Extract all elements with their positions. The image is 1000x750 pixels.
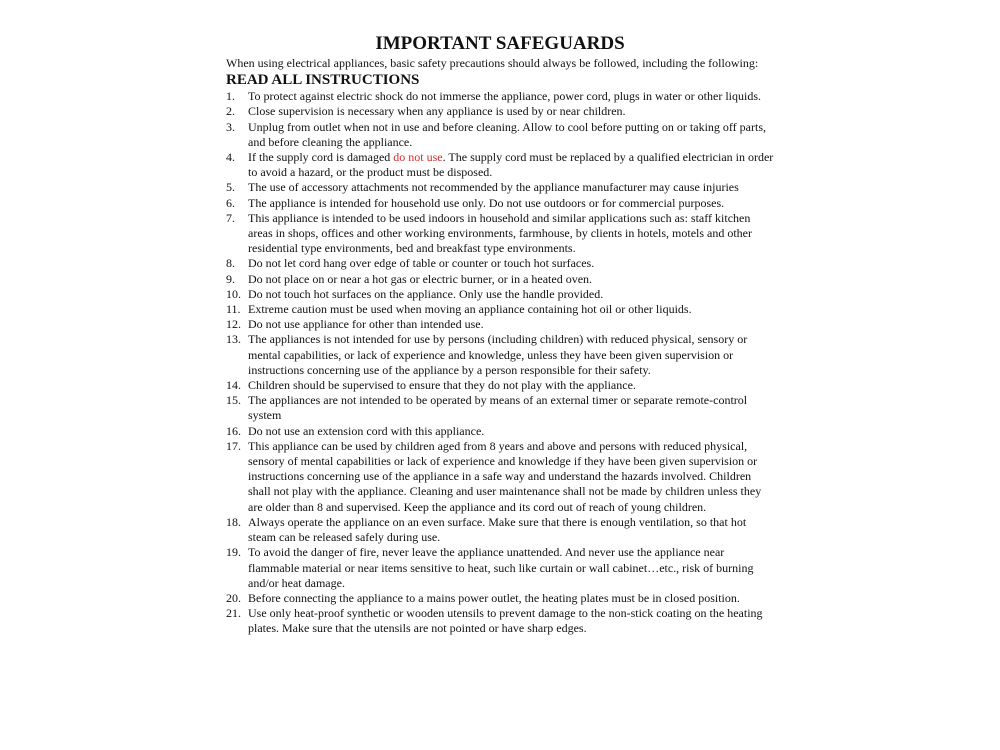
item-text: Before connecting the appliance to a mains power outlet, the heating plates must be in closed position. [248,590,740,605]
item-text: Unplug from outlet when not in use and before cleaning. Allow to cool before putting on or taking off parts, and before cleaning the appliance. [248,119,766,149]
list-item [226,120,774,150]
list-item [226,515,774,545]
list-item [226,150,774,180]
item-number: 9. [226,271,235,286]
list-item [226,287,774,302]
warning-text: do not use [393,150,443,165]
list-item [226,317,774,332]
item-number: 8. [226,256,235,271]
list-item [226,378,774,393]
item-number: 19. [226,545,241,560]
item-text: To avoid the danger of fire, never leave the appliance unattended. And never use the appliance near flammable material or near items sensitive to heat, such like curtain or wall cabinet…etc., risk of burning and/or heat damage. [248,545,754,590]
item-text: This appliance is intended to be used indoors in household and similar applications such as: staff kitchen areas in shops, offices and other working environments, farmhouse, by clients in hotels, motels and other residential type environments, bed and breakfast type environments. [248,210,752,256]
item-text: Extreme caution must be used when moving an appliance containing hot oil or other liquids. [248,302,692,317]
item-text: The use of accessory attachments not recommended by the appliance manufacturer may cause injuries [248,180,739,195]
item-number: 11. [226,302,241,317]
item-text: If the supply cord is damaged [248,150,394,165]
item-number: 12. [226,317,241,332]
item-text: To protect against electric shock do not immerse the appliance, power cord, plugs in water or other liquids. [248,89,762,104]
list-item [226,256,774,271]
intro-paragraph: When using electrical appliances, basic safety precautions should always be followed, including the following: [226,56,759,70]
item-text: Do not use appliance for other than intended use. [248,317,484,332]
item-text: The appliance is intended for household use only. Do not use outdoors or for commercial purposes. [248,195,725,210]
item-number: 14. [226,378,241,393]
list-item [226,89,774,104]
item-number: 4. [226,150,235,165]
list-item [226,439,774,515]
item-number: 2. [226,104,235,119]
item-number: 21. [226,606,241,621]
list-item [226,424,774,439]
list-item [226,272,774,287]
safeguards-list [226,89,774,636]
item-number: 6. [226,195,235,210]
item-text: The appliances is not intended for use by persons (including children) with reduced physical, sensory or mental capabilities, or lack of experience and knowledge, unless they have been given supervision or instructions concerning use of the appliance by a person responsible for their safety. [248,332,748,377]
list-item [226,591,774,606]
list-item [226,104,774,119]
item-number: 16. [226,423,241,438]
item-number: 7. [226,210,235,225]
item-text: The appliances are not intended to be operated by means of an external timer or separate remote-control system [248,393,748,423]
item-text: This appliance can be used by children aged from 8 years and above and persons with reduced physical, sensory of mental capabilities or lack of experience and knowledge if they have been given supervision or instructions concerning use of the appliance in a safe way and understand the hazards involved. Children shall not play with the appliance. Cleaning and user maintenance shall not be made by children unless they are older than 8 and supervised. Keep the appliance and its cord out of reach of young children. [248,438,762,514]
item-number: 17. [226,438,241,453]
list-item [226,180,774,195]
item-number: 1. [226,89,235,104]
item-text: Do not place on or near a hot gas or electric burner, or in a heated oven. [248,271,593,286]
item-number: 20. [226,590,241,605]
item-text: Use only heat-proof synthetic or wooden utensils to prevent damage to the non-stick coating on the heating plates. Make sure that the utensils are not pointed or have sharp edges. [248,606,763,636]
safeguards-document [226,33,774,637]
item-text: Close supervision is necessary when any appliance is used by or near children. [248,104,626,119]
item-text: Do not use an extension cord with this appliance. [248,423,485,438]
item-number: 15. [226,393,241,408]
item-text: Always operate the appliance on an even surface. Make sure that there is enough ventilation, so that hot steam can be released safely during use. [248,514,747,545]
item-number: 5. [226,180,235,195]
list-item [226,606,774,636]
item-text: Do not let cord hang over edge of table or counter or touch hot surfaces. [248,256,595,271]
list-item [226,196,774,211]
list-item [226,393,774,423]
item-number: 13. [226,332,241,347]
item-number: 10. [226,286,241,301]
item-number: 18. [226,514,241,529]
list-item [226,545,774,591]
item-number: 3. [226,119,235,134]
list-item [226,211,774,257]
page-title: IMPORTANT SAFEGUARDS [375,33,625,54]
item-text: Do not touch hot surfaces on the appliance. Only use the handle provided. [248,286,604,301]
item-text: . The supply cord must be replaced by a qualified electrician in order to avoid a hazard, or the product must be disposed. [248,150,774,180]
list-item [226,332,774,378]
section-heading: READ ALL INSTRUCTIONS [226,72,420,89]
list-item [226,302,774,317]
item-text: Children should be supervised to ensure that they do not play with the appliance. [248,378,636,393]
